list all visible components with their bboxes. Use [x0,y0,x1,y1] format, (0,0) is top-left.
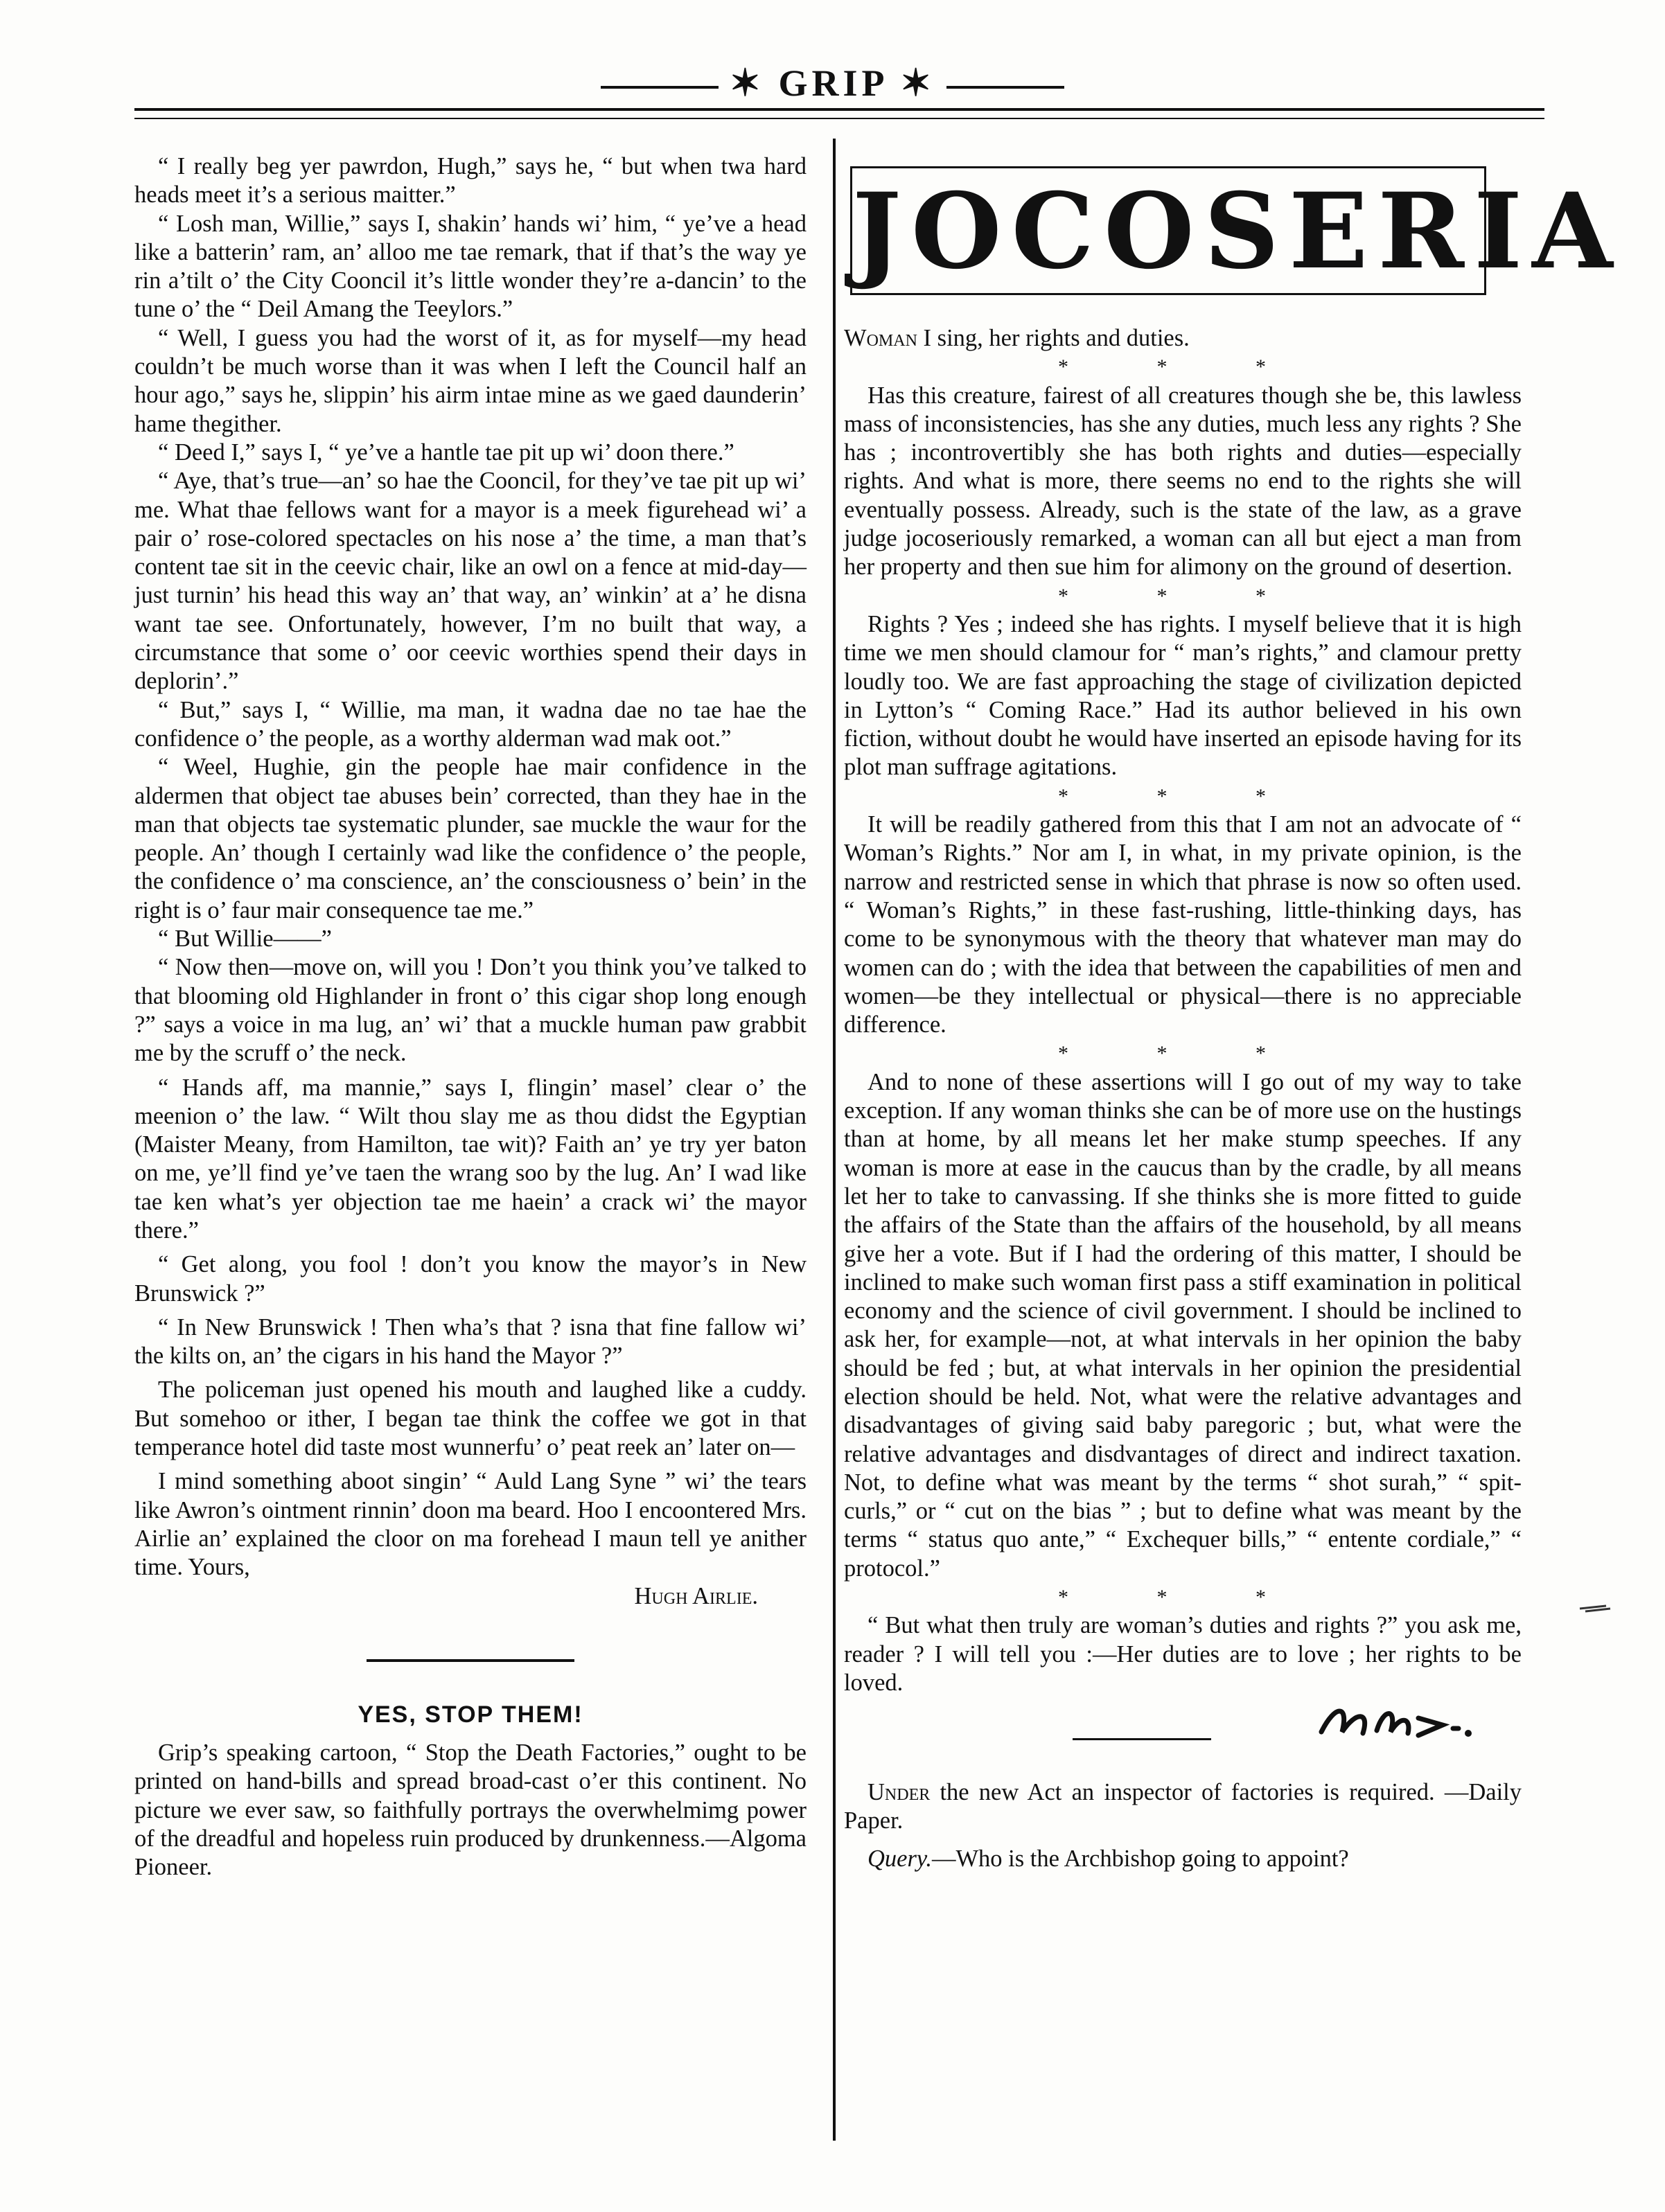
paragraph: “ Losh man, Willie,” says I, shakin’ hands wi’ him, “ ye’ve a head like a batterin’ ram, an’ alloo me tae remark, that if that’s the way ye rin a’tilt o’ the City Cooncil it’s little wonder they’re a-dancin’ to the tune o’ the “ Deil Amang the Teeylors.” [134,210,807,323]
section-stars: * * * [1058,355,1307,379]
column-divider [833,139,836,2141]
intro-line [844,324,1522,353]
paragraph: Has this creature, fairest of all creatures though she be, this lawless mass of inconsistencies, has she any duties, much less any rights ? She has ; incontrovertibly she has both rights and duties—especially rights. And what is more, there seems no end to the rights she will eventually possess. Already, such is the state of the law, as a grave judge jocoseriously remarked, a woman can all but eject a man from her property and then sue him for alimony on the ground of desertion. [844,382,1522,581]
paragraph: “ In New Brunswick ! Then wha’s that ? isna that fine fallow wi’ the kilts on, an’ the cigars in his hand the Mayor ?” [134,1313,807,1370]
paragraph: “ I really beg yer pawrdon, Hugh,” says he, “ but when twa hard heads meet it’s a serious maitter.” [134,153,807,209]
section-stars: * * * [1058,784,1307,808]
paragraph: The policeman just opened his mouth and laughed like a cuddy. But somehoo or ither, I began tae think the coffee we got in that temperance hotel did taste most wunnerfu’ o’ peat reek an’ later on— [134,1377,807,1461]
divider-row [844,1697,1522,1753]
section-rule [1073,1738,1211,1740]
paragraph: And to none of these assertions will I go out of my way to take exception. If any woman thinks she can be of more use on the hustings than at home, by all means let her make stump speeches. If any woman is more at ease in the caucus than by the cradle, by all means let her to take to canvassing. If she thinks she is more fitted to guide the affairs of the State than the affairs of the household, by all means give her a vote. But if I had the ordering of this matter, I should be inclined to make such woman first pass a stiff examination in political economy and the science of civil government. I should be inclined to ask her, for example—not, at what intervals in her opinion the baby should be fed ; but, at what intervals in her opinion the presidential election should be held. Not, what were the relative advantages and disadvantages of giving said baby paregoric ; but, what were the relative advantages and disdvantages of direct and indirect taxation. Not, to define what was meant by the terms “ shot surah,” “ spit-curls,” or “ cut on the bias ” ; but to define what was meant by the terms “ status quo ante,” “ Exchequer bills,” “ entente cordiale,” “ protocol.” [844,1068,1522,1582]
banner-title: JOCOSERIA [852,170,1623,292]
note-text: the new Act an inspector of factories is required. —Daily Paper. [844,1778,1522,1834]
signature: Hugh Airlie. [634,1582,758,1609]
paragraph: “ Deed I,” says I, “ ye’ve a hantle tae pit up wi’ doon there.” [158,439,734,466]
signature-scrawl-icon [1314,1697,1474,1753]
note-caps: Under [867,1778,931,1805]
paragraph: “ But what then truly are woman’s duties and rights ?” you ask me, reader ? I will tell you :—Her duties are to love ; her rights to be loved. [844,1612,1522,1696]
query-text: —Who is the Archbishop going to appoint? [931,1846,1349,1873]
masthead [0,61,1665,105]
article-heading: YES, STOP THEM! [358,1701,583,1728]
jocoseria-banner [850,166,1623,295]
intro-text: I sing, her rights and duties. [917,325,1190,351]
paragraph: It will be readily gathered from this that I am not an advocate of “ Woman’s Rights.” Nor am I, in what, in my private opinion, is the narrow and restricted sense in which that phrase is now so often used. “ Woman’s Rights,” in these fast-rushing, little-thinking days, has come to be synonymous with the theory that whatever man may do women can do ; with the idea that between the capabilities of men and women—be they intellectual or physical—there is no appreciable difference. [844,811,1522,1038]
query-label: Query. [867,1846,932,1873]
paragraph: Rights ? Yes ; indeed she has rights. I myself believe that it is high time we men should clamour for “ man’s rights,” and clamour pretty loudly too. We are fast approaching the stage of civilization depicted in Lytton’s “ Coming Race.” Had its author believed in his own fiction, without doubt he would have inserted an episode having for its plot man suffrage agitations. [844,610,1522,781]
section-stars: * * * [1058,584,1307,608]
paragraph: “ Well, I guess you had the worst of it, as for myself—my head couldn’t be much worse than it was when I left the Council half an hour ago,” says he, slippin’ his airm intae mine as we gaed daunderin’ hame thegither. [134,324,807,437]
query-line [844,1845,1522,1873]
paragraph: “ Aye, that’s true—an’ so hae the Cooncil, for they’ve tae pit up wi’ me. What thae fellows want for a mayor is a meek figurehead wi’ a pair o’ rose-colored spectacles on his nose a’ the time, a man that’s content tae sit in the ceevic chair, like an owl on a fence at mid-day—just turnin’ his head this way an’ that way, an’ winkin’ at a’ he disna want tae see. Onfortunately, however, I’m no built that way, a circumstance that some o’ oor ceevic worthies spend their days in deplorin’.” [134,468,807,695]
paragraph: I mind something aboot singin’ “ Auld Lang Syne ” wi’ the tears like Awron’s ointment rinnin’ doon ma beard. Hoo I encoontered Mrs. Airlie an’ explained the cloor on ma forehead I maun tell ye anither time. Yours, [134,1468,807,1581]
intro-caps: Woman [844,325,917,351]
margin-mark-icon [1578,1602,1613,1619]
article-body: Grip’s speaking cartoon, “ Stop the Death Factories,” ought to be printed on hand-bills and spread broad-cast o’er this continent. No picture we ever saw, so faithfully portrays the overwhelmimg power of the dreadful and hopeless ruin produced by drunkenness.—Algoma Pioneer. [134,1740,807,1881]
masthead-star-icon: ✶ [729,62,765,104]
section-stars: * * * [1058,1586,1307,1609]
paragraph: “ Weel, Hughie, gin the people hae mair confidence in the aldermen that object tae abuses bein’ corrected, than they hae in the man that objects tae systematic plunder, sae muckle the waur for the people. An’ though I certainly wad like the confidence o’ the people, the confidence o’ ma conscience, an’ the consciousness o’ bein’ in the right is o’ faur mair consequence tae me.” [134,754,807,923]
section-stars: * * * [1058,1042,1307,1065]
masthead-star-icon: ✶ [900,62,936,104]
header-rule-top [134,108,1544,111]
header-rule-bottom [134,118,1544,119]
paragraph: “ But Willie——” [158,926,332,953]
paragraph: “ Get along, you fool ! don’t you know the mayor’s in New Brunswick ?” [134,1251,807,1307]
masthead-title: GRIP [778,62,887,104]
left-column [134,152,807,1882]
masthead-rule-left [601,86,719,89]
paragraph: “ Hands aff, ma mannie,” says I, flingin’ masel’ clear o’ the meenion o’ the law. “ Wilt thou slay me as thou didst the Egyptian (Maister Meany, from Hamilton, tae wit)? Faith an’ ye try yer baton on me, ye’ll find ye’ve taen the wrang soo by the lug. An’ I wad like tae ken what’s yer objection tae me haein’ a crack wi’ the mayor there.” [134,1074,807,1244]
paragraph: “ But,” says I, “ Willie, ma man, it wadna dae no tae hae the confidence o’ the people, as a worthy alderman wad mak oot.” [134,696,807,752]
right-column [844,324,1522,1873]
note-line [844,1778,1522,1836]
masthead-rule-right [946,86,1064,89]
section-rule [367,1659,574,1662]
paragraph: “ Now then—move on, will you ! Don’t you think you’ve talked to that blooming old Highlander in front o’ this cigar shop long enough ?” says a voice in ma lug, an’ wi’ that a muckle human paw grabbit me by the scruff o’ the neck. [134,954,807,1067]
